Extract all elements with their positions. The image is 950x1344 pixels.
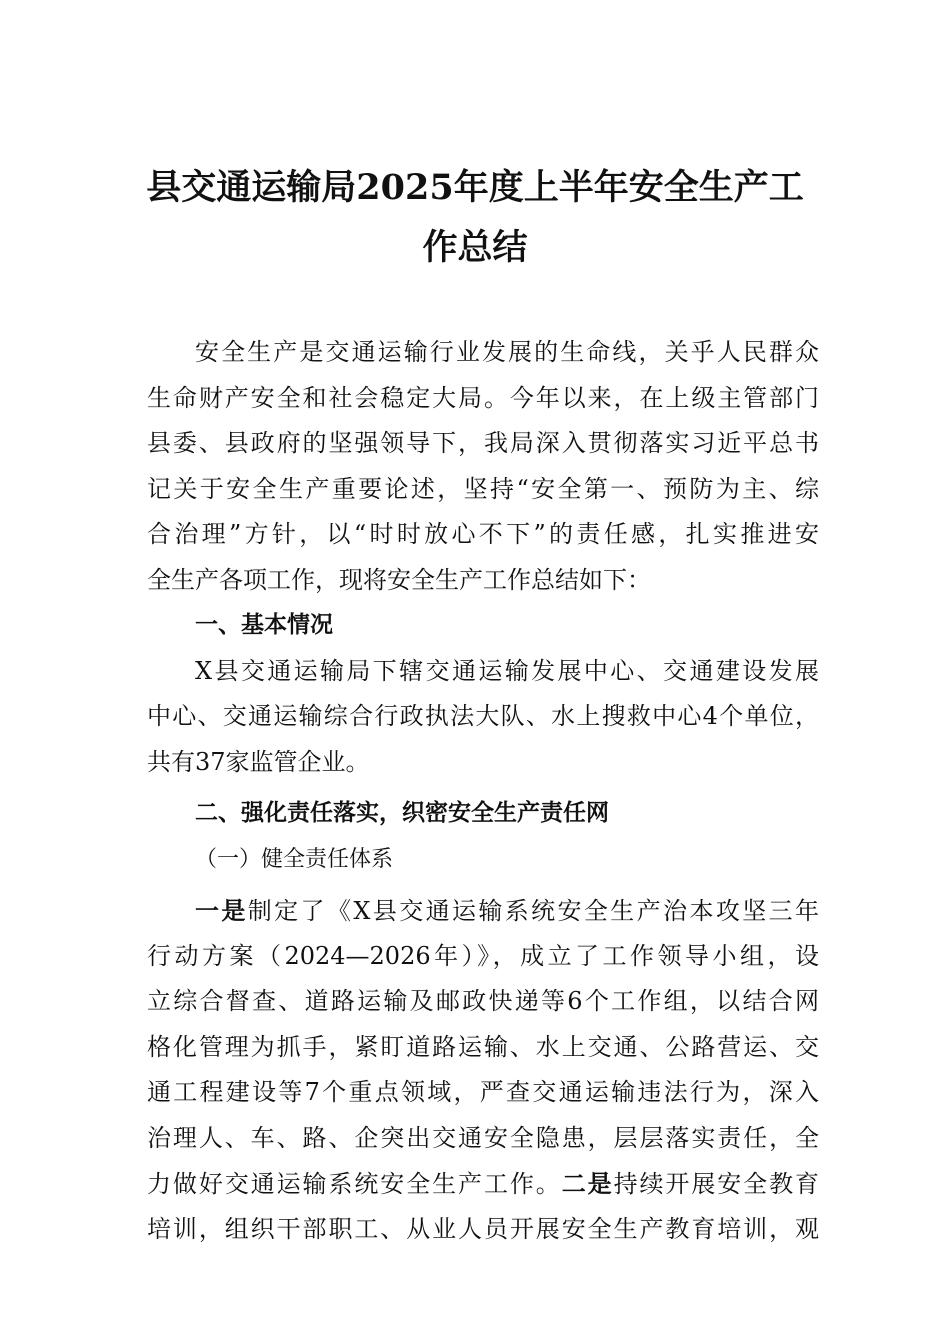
lead-label-1: 一是: [195, 896, 248, 925]
text-line: X县交通运输局下辖交通运输发展中心、交通建设发展: [195, 656, 819, 685]
intro-paragraph: [147, 330, 819, 603]
responsibility-paragraph: [147, 888, 819, 1252]
text-line: 县委、县政府的坚强领导下，我局深入贯彻落实习近平总书: [147, 429, 819, 457]
basic-info-paragraph: [147, 649, 819, 786]
text-line: 格化管理为抓手，紧盯道路运输、水上交通、公路营运、交: [147, 1032, 819, 1061]
text-line: 行动方案（2024—2026年）》，成立了工作领导小组，设: [147, 941, 819, 970]
text-line: 共有37家监管企业。: [147, 747, 370, 776]
text-line: 立综合督查、道路运输及邮政快递等6个工作组，以结合网: [147, 987, 819, 1015]
text-line: 生命财产安全和社会稳定大局。今年以来，在上级主管部门: [147, 383, 819, 412]
text-line: 记关于安全生产重要论述，坚持“安全第一、预防为主、综: [147, 474, 819, 503]
lead-label-2: 二是: [561, 1169, 614, 1198]
text-line: [147, 1161, 819, 1207]
subsection-heading: （一）健全责任体系: [195, 846, 394, 872]
text-run: 制定了《X县交通运输系统安全生产治本攻坚三年: [247, 897, 819, 925]
text-line: 中心、交通运输综合行政执法大队、水上搜救中心4个单位，: [147, 702, 819, 730]
text-line: 治理人、车、路、企突出交通安全隐患，层层落实责任，全: [147, 1123, 819, 1152]
document-title: [120, 158, 830, 278]
title-line-2: 作总结: [422, 227, 528, 268]
text-line: 合治理”方针，以“时时放心不下”的责任感，扎实推进安: [147, 520, 819, 548]
text-run: 持续开展安全教育: [613, 1170, 819, 1198]
title-line-1: 县交通运输局2025年度上半年安全生产工: [146, 167, 804, 208]
text-line: 全生产各项工作，现将安全生产工作总结如下：: [147, 565, 651, 594]
document-body: [147, 330, 819, 1252]
text-line: [147, 888, 819, 934]
text-line: 安全生产是交通运输行业发展的生命线，关乎人民群众: [195, 338, 819, 366]
section-heading-basic-info: 一、基本情况: [195, 612, 333, 638]
text-line: 培训，组织干部职工、从业人员开展安全生产教育培训，观: [147, 1214, 819, 1243]
section-heading-responsibility: 二、强化责任落实，织密安全生产责任网: [195, 800, 609, 826]
text-line: 通工程建设等7个重点领域，严查交通运输违法行为，深入: [147, 1078, 819, 1106]
text-run: 力做好交通运输系统安全生产工作。: [147, 1170, 562, 1198]
